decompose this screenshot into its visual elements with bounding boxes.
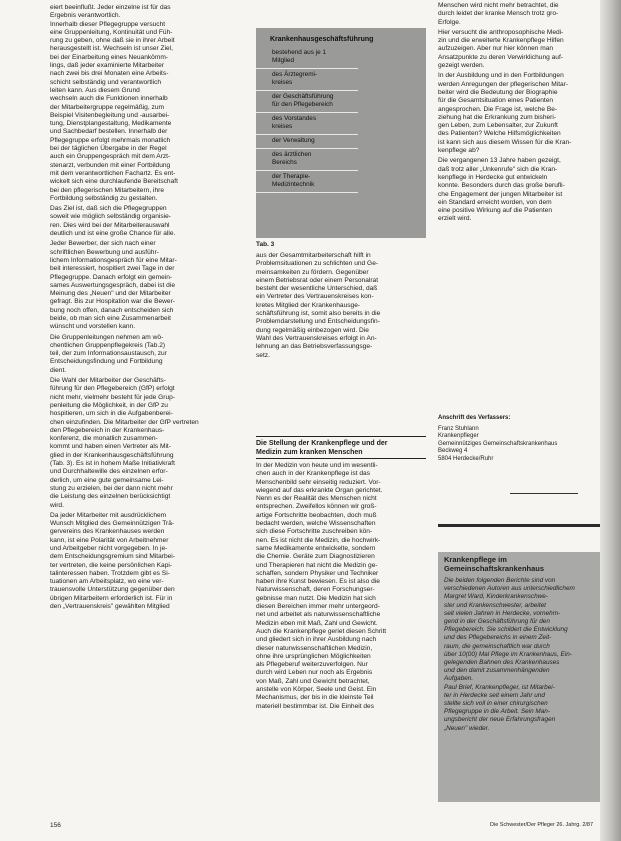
section-rule-top xyxy=(256,436,426,437)
text-column-right xyxy=(438,2,598,226)
page-number: 156 xyxy=(50,822,61,829)
paragraph: In der Medizin von heute und im wesentli- chen auch in der Krankenpflege ist das Menschenbild sehr einseitig reduziert. Vor- wiegend auf das erkrankte Organ gerichtet. Nenn es der Realität des Menschen nicht entsprechen. Zweifellos können wir groß- artige Fortschritte beobachten, doch muß bedacht werden, welche Wissenschaften sich diese Fortschritte zuschreiben kön- nen. Es ist nicht die Medizin, die hochwirk- same Medikamente entwickelte, sondern die Chemie. Geräte zum Diagnostizieren und Therapieren hat nicht die Medizin ge- schaffen, sondern Physiker und Techniker haben ihre Kunst bewiesen. Es ist also die Naturwissenschaft, deren Forschungser- gebnisse man nutzt. Die Medizin hat sich diesen Bereichen immer mehr untergeord- net und arbeitet als naturwissenschaftliche Medizin eben mit Maß, Zahl und Gewicht. Auch die Krankenpflege geriet diesen Schritt und gliedert sich in ihrer Ausbildung nach dieser naturwissenschaftlichen Medizin, ohne ihre ursprünglichen Möglichkeiten als Pflegeberuf weiterzuverfolgen. Nur durch wird Leben nur noch als Ergebnis von Maß, Zahl und Gewicht betrachtet, anstelle von Körper, Seele und Geist. Ein Mechanismus, der bis in die kleinste Teil materielI bestimmbar ist. Die Einheit des xyxy=(256,462,387,710)
author-label: Anschrift des Verfassers: xyxy=(438,415,511,421)
section-heading: Die Stellung der Krankenpflege und der Medizin zum kranken Menschen xyxy=(256,440,388,456)
sidebar-box-title: Krankenpflege im Gemeinschaftskrankenhaus xyxy=(444,555,545,573)
table-3-item: des ärztlichen Bereichs xyxy=(256,149,358,171)
table-3-item: des Ärztegremi- kreises xyxy=(256,69,358,91)
text-column-middle-lower xyxy=(256,462,426,713)
table-3-box xyxy=(256,28,426,238)
paragraph: In der Ausbildung und in den Fortbildungen werden Anregungen der pflegerischen Mitar- beiter wird die Bedeutung der Biographie für die Gesamtsituation eines Patienten angesprochen. Die Frage ist, welche Be- ziehung hat die Erkrankung zum bisheri- gen Leben, zum Lebensalter, zur Zukunft des Patienten? Welche Hilfsmöglichkeiten ist kann sich aus diesem Wissen für die Kran- kenpflege ab? xyxy=(438,72,572,155)
paragraph: Die Wahl der Mitarbeiter der Geschäfts- führung für den Pflegebereich (GfP) erfolgt nicht mehr, vielmehr besteht für jede Grup- penleitung die Möglichkeit, in der GfP zu hospitieren, um sich in die Aufgabenberei- chen einzufinden. Die Mitarbeiter der GfP vertreten den Pflegebereich in der Krankenhaus- konferenz, die monatlich zusammen- kommt und haben einen Vertreter als Mit- glied in der Krankenhausgeschäftsführung (Tab. 3). Es ist in hohem Maße Initiativkraft und Durchhaltewille des einzelnen erfor- derlich, um eine gute gemeinsame Lei- stung zu erzielen, bei der dann nicht mehr die Leistung des einzelnen berücksichtigt wird. xyxy=(50,377,199,509)
paragraph: Menschen wird nicht mehr betrachtet, die durch leidet der kranke Mensch trotz gro- Erfolge. xyxy=(438,2,559,26)
table-3-item: des Vorstandes kreises xyxy=(256,113,358,135)
table-3-caption: Tab. 3 xyxy=(256,241,275,248)
divider xyxy=(510,493,578,494)
author-lines: Franz Stuhlann Krankenpfleger Gemeinnütziges Gemeinschaftskrankenhaus Beckweg 4 5804 Herdecke/Ruhr xyxy=(438,425,558,462)
paragraph: aus der Gesamtmitarbeiterschaft hilft in Problemsituationen zu schlichten und Ge- meinsamkeiten zu fördern. Gegenüber einem Betriebsrat oder einem Personalrat besteht der wesentliche Unterschied, daß ein Vertreter des Vertrauenskreises kon- kretes Mitglied der Krankenhausge- schäftsführung ist, somit also bereits in die Problemdarstellung und Entscheidungsfin- dung regelmäßig einbezogen wird. Die Wahl des Vertrauenskreises erfolgt in An- lehnung an das Betriebsverfassungsge- setz. xyxy=(256,252,381,359)
table-3-item: der Geschäftsführung für den Pflegebereich xyxy=(256,91,358,113)
table-3-title: Krankenhausgeschäftsführung xyxy=(270,36,374,43)
paragraph: Da jeder Mitarbeiter mit ausdrücklichem Wunsch Mitglied des Gemeinnützigen Trä- gervereins des Krankenhauses werden kann, ist eine Polarität von Arbeitnehmer und Arbeitgeber nicht vorgegeben. In je- dem Entscheidungsgremium sind Mitarbei- ter vertreten, die keine persönlichen Kapi- talinteressen haben. Trotzdem gibt es Si- tuationen am Arbeitsplatz, wo eine ver- trauensvolle Unterstützung gegenüber den übrigen Mitarbeitern erforderlich ist. Für in den „Vertrauenskreis" gewählten Mitglied xyxy=(50,511,175,611)
section-rule-bottom xyxy=(256,458,426,459)
paragraph: eiert beeinflußt. Jeder einzelne ist für das Ergebnis verantwortlich. Innerhalb dieser Pflegegruppe versucht eine Gruppenleitung, Kontinuität und Füh- rung zu geben, ohne daß sie in ihrer Arbeit herausgestellt ist. Wechseln ist unser Ziel, bei der Einarbeitung eines Neuankömm- lings, daß jeder examinierte Mitarbeiter nach zwei bis drei Monaten eine Arbeits- schicht selbständig und verantwortlich leiten kann. Aus diesem Grund wechseln auch die Funktionen innerhalb der Mitarbeitergruppe regelmäßig, zum Beispiel Visitenbegleitung und -ausarbei- tung, Dienstplangestaltung, Medikamente und Sachbedarf bestellen. Innerhalb der Pflegegruppe erfolgt mehrmals monatlich bei der täglichen Übergabe in der Regel auch ein Gruppengespräch mit dem Arzt- stenarzt, verbunden mit einer Fortbildung mit dem verantwortlichen Fachartz. Es ent- wickelt sich eine durchlaufende Bereitschaft bei den pflegerischen Mitarbeitern, ihre Fortbildung selbständig zu gestalten. xyxy=(50,4,178,202)
paragraph: Jeder Bewerber, der sich nach einer schriftlichen Bewerbung und ausführ- lichem Informationsgespräch für eine Mitar- beit interessiert, hospitiert zwei Tage in der Pflegegruppe. Danach erfolgt ein gemein- sames Auswertungsgespräch, dabei ist die Meinung des „Neuen" und der Mitarbeiter gefragt. Bis zur Hospitation war die Bewer- bung noch offen, danach entscheiden sich beide, ob man sich eine Zusammenarbeit wünscht und vorstellen kann. xyxy=(50,240,177,331)
table-3-item: der Therapie- Medizintechnik xyxy=(256,171,358,193)
table-3-item: der Verwaltung xyxy=(256,135,358,149)
box-top-rule xyxy=(438,524,608,527)
text-column-left xyxy=(50,4,246,613)
journal-footer: Die Schwester/Der Pfleger 26. Jahrg. 2/87 xyxy=(490,822,594,828)
sidebar-box xyxy=(438,552,608,802)
paragraph: Hier versucht die anthroposophische Medi- zin und die erweiterte Krankenpflege Hilfen aufzuzeigen. Aber nur hier können man Ansatzpunkte zu deren Verwirklichung auf- gezeigt werden. xyxy=(438,28,564,70)
text-column-middle xyxy=(256,252,426,362)
paragraph: Das Ziel ist, daß sich die Pflegegruppen soweit wie möglich selbständig organisie- ren. Dies wird bei der Mitarbeiterauswahl deutlich und ist eine große Chance für alle. xyxy=(50,205,176,238)
page-edge-shadow xyxy=(600,0,621,841)
sidebar-box-text: Die beiden folgenden Berichte sind von verschiedenen Autoren aus unterschiedlichem Margret Ward, Kinderkrankenschwe- ster und Krankenschwester, arbeitet seit vielen Jahren in Herdecke, vornehm- gend in der Geschäftsführung für den Pflegebereich. Sie schildert die Entwicklung und des Pflegebereichs in einem Zeit- raum, die gemeinschaftlich war durch über 10(00) Mal Pflege im Krankenhaus, Ein- gelegenden Bahnen des Krankenhauses und den damit zusammenhängenden Aufgaben. Paul Brief, Krankenpfleger, ist Mitarbei- ter in Herdecke seit einem Jahr und stellte sich voll in einer chirurgischen Pflegegruppe in die Arbeit. Sein Man- ungsbericht der neue Erfahrungsfragen „Neuen" wieder. xyxy=(444,577,575,732)
author-address xyxy=(438,415,598,464)
paragraph: Die vergangenen 13 Jahre haben gezeigt, daß trotz aller „Unkenrufe" sich die Kran- kenpflege in Herdecke gut entwickeln konnte. Besonders durch das große berufli- che Engagement der jungen Mitarbeiter ist ein Standard erreicht worden, von dem eine positive Wirkung auf die Patienten erzielt wird. xyxy=(438,157,565,223)
paragraph: Die Gruppenleitungen nehmen am wö- chentlichen Gruppenpflegekreis (Tab.2) teil, der zum Informationsaustausch, zur Entscheidungsfindung und Fortbildung dient. xyxy=(50,333,167,374)
table-3-item: bestehend aus je 1 Mitglied xyxy=(256,47,358,69)
